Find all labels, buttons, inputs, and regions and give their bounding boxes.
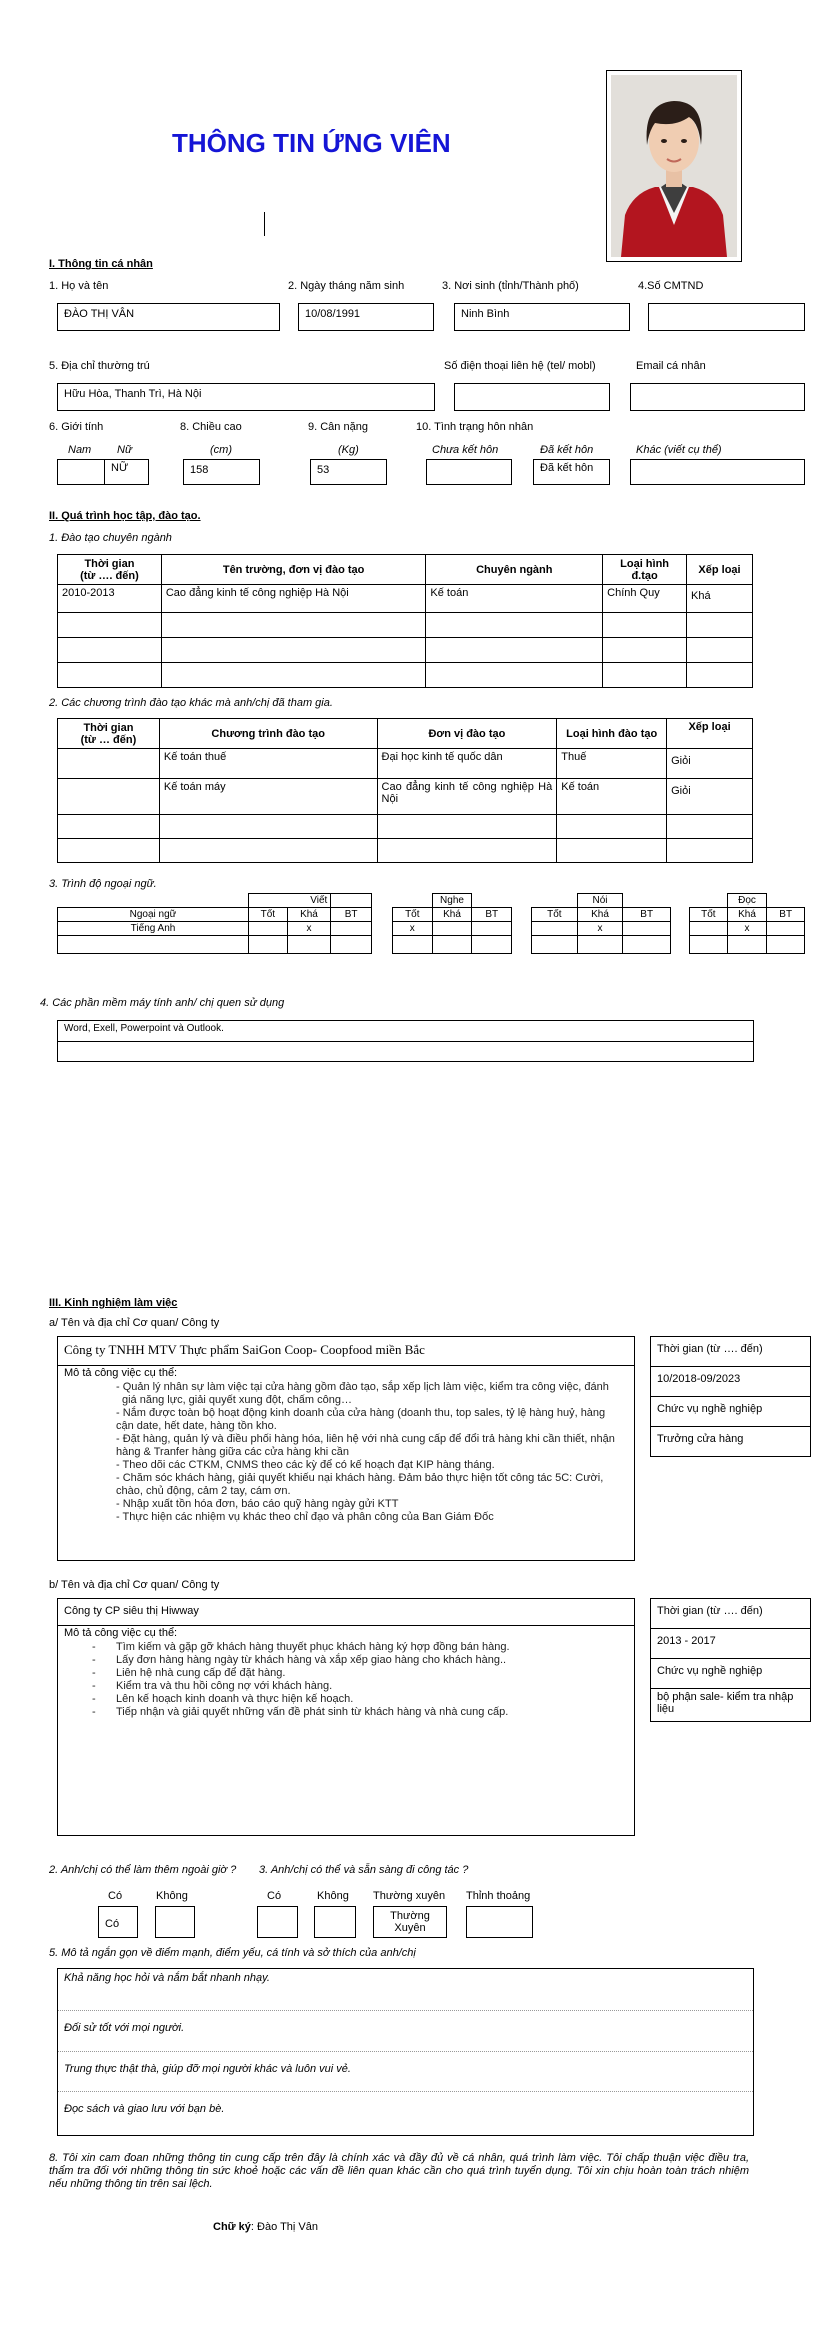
company-b-time: 2013 - 2017 [651,1629,810,1659]
text-cursor [264,212,265,236]
height-unit: (cm) [210,444,232,456]
table-cell [426,613,603,638]
level-cell [623,936,671,954]
address-field[interactable]: Hữu Hòa, Thanh Trì, Hà Nội [57,383,435,411]
company-b-name: Công ty CP siêu thị Hiwway [64,1605,199,1617]
travel-question: 3. Anh/chị có thể và sẵn sàng đi công tác ? [259,1864,469,1876]
table-cell: Thuế [557,749,667,779]
height-field[interactable]: 158 [183,459,260,485]
table-row [58,749,753,779]
level-header: Khá [432,908,472,922]
level-header: Tốt [532,908,578,922]
travel-yes-label: Có [267,1890,282,1902]
duty-item: - Nắm được toàn bộ hoạt động kinh doanh của cửa hàng (doanh thu, top sales, tỷ lệ hàng huỷ, hàng cận date, hết date, hàng tồn kho. [116,1407,606,1432]
single-label: Chưa kết hôn [432,444,499,456]
level-header: Khá [577,908,623,922]
level-cell [58,936,249,954]
company-a-duties [116,1381,616,1524]
table-cell [58,663,162,688]
skill-header: Nói [577,894,623,908]
duty-item: - Tìm kiếm và gặp gỡ khách hàng thuyết phục khách hàng ký hợp đồng bán hàng. [92,1641,510,1653]
language-reading-table [689,893,805,954]
column-header: Chuyên ngành [426,555,603,585]
skill-header: Đọc [727,894,767,908]
company-a-box [57,1336,635,1561]
level-header: Khá [287,908,331,922]
level-cell [472,922,512,936]
level-cell [727,936,767,954]
table-cell [58,839,160,863]
table-cell [377,839,557,863]
level-cell [393,936,433,954]
column-header: Loại hình đ.tạo [603,555,687,585]
company-b-position: bộ phận sale- kiểm tra nhập liệu [657,1691,794,1715]
id-label: 4.Số CMTND [638,280,704,292]
duty-text: Lấy đơn hàng hàng ngày từ khách hàng và xắp xếp giao hàng cho khách hàng.. [116,1654,507,1666]
name-label: 1. Họ và tên [49,280,109,292]
level-cell [767,922,805,936]
table-cell: Khá [687,585,753,613]
trait-line: Đối sử tốt với mọi người. [64,2022,185,2034]
travel-no-box[interactable] [314,1906,356,1938]
table-cell [161,613,426,638]
level-mark: x [287,922,331,936]
table-cell [58,815,160,839]
level-cell [690,922,728,936]
table-cell [603,613,687,638]
trait-line: Trung thực thật thà, giúp đỡ mọi người khác và luôn vui vẻ. [64,2063,351,2075]
column-header: Thời gian (từ … đến) [58,719,160,749]
level-cell [331,936,372,954]
time-label: Thời gian (từ …. đến) [651,1599,810,1629]
table-cell: Kế toán [426,585,603,613]
table-cell: Kế toán máy [159,779,377,815]
table-cell [161,638,426,663]
column-header: Loại hình đào tạo [557,719,667,749]
table-cell [603,638,687,663]
position-label: Chức vụ nghề nghiệp [651,1397,810,1427]
other-label: Khác (viết cụ thể) [636,444,722,456]
table-row [58,613,753,638]
level-header: BT [472,908,512,922]
table-header-row [58,555,753,585]
training-table [57,554,753,688]
skill-header: Viết [249,894,331,908]
duty-item: - Theo dõi các CTKM, CNMS theo các kỳ để có kế hoạch đạt KIP hàng tháng. [116,1459,495,1471]
time-label: Thời gian (từ …. đến) [651,1337,810,1367]
position-label: Chức vụ nghề nghiệp [651,1659,810,1689]
duty-item: - Kiểm tra và thu hồi công nợ với khách hàng. [92,1680,333,1692]
duty-item: - Đặt hàng, quản lý và điều phối hàng hóa, liên hệ với nhà cung cấp để đổi trả hàng khi cần thiết, nhận hàng & Tranfer hàng giữa các cửa hàng khi cần [116,1433,615,1458]
company-a-desc-label: Mô tả công việc cụ thể: [64,1367,178,1379]
signature-label: Chữ ký [213,2221,251,2233]
name-field[interactable]: ĐÀO THỊ VÂN [57,303,280,331]
height-label: 8. Chiều cao [180,421,242,433]
language-name: Tiếng Anh [58,922,249,936]
travel-no-label: Không [317,1890,349,1902]
level-cell [472,936,512,954]
table-row [58,585,753,613]
other-training-subheading: 2. Các chương trình đào tạo khác mà anh/chị đã tham gia. [49,697,333,709]
level-cell [432,922,472,936]
table-cell [687,663,753,688]
trait-line: Đọc sách và giao lưu với bạn bè. [64,2103,225,2115]
phone-field[interactable] [454,383,610,411]
table-cell: Kế toán thuế [159,749,377,779]
duty-item: - Tiếp nhận và giải quyết những vấn đề phát sinh từ khách hàng và nhà cung cấp. [92,1706,509,1718]
language-column-header: Ngoại ngữ [58,908,249,922]
travel-yes-box[interactable] [257,1906,298,1938]
address-label: 5. Địa chỉ thường trú [49,360,150,372]
level-header: Tốt [393,908,433,922]
duty-text: Kiểm tra và thu hồi công nợ với khách hàng. [116,1680,333,1692]
level-cell [249,922,288,936]
duty-item: - Chăm sóc khách hàng, giải quyết khiếu nại khách hàng. Đảm bảo thực hiện tốt công tác 5C: Cười, chào, chủ động, cảm 2 tay, cám ơn. [116,1472,604,1497]
column-header: Xếp loại [667,719,753,749]
level-header: BT [623,908,671,922]
table-row [58,839,753,863]
declaration-text: 8. Tôi xin cam đoan những thông tin cung cấp trên đây là chính xác và đầy đủ về cá nhân, quá trình làm việc. Tôi chấp thuận việc điều tra, thẩm tra đối với những thông tin sức khoẻ hoặc các vấn đề liên quan khác cần cho quá trình tuyển dụng. Tôi xin chịu hoàn toàn trách nhiệm nếu những thông tin trên sai lệch. [49,2152,749,2190]
level-header: BT [767,908,805,922]
id-field[interactable] [648,303,805,331]
software-subheading: 4. Các phần mềm máy tính anh/ chị quen sử dụng [40,997,285,1009]
training-subheading: 1. Đào tạo chuyên ngành [49,532,172,544]
level-mark: x [393,922,433,936]
section-education-heading: II. Quá trình học tập, đào tạo. [49,510,201,522]
travel-regular-box[interactable]: Thường Xuyên [373,1906,447,1938]
software-box [57,1020,754,1062]
married-field[interactable]: Đã kết hôn [533,459,610,485]
travel-regular-label: Thường xuyên [373,1890,446,1902]
duty-item: - Thực hiện các nhiệm vụ khác theo chỉ đạo và phân công của Ban Giám Đốc [116,1511,494,1523]
duty-text: Tiếp nhận và giải quyết những vấn đề phát sinh từ khách hàng và nhà cung cấp. [116,1706,509,1718]
company-a-label: a/ Tên và địa chỉ Cơ quan/ Công ty [49,1317,220,1329]
level-cell [532,922,578,936]
table-cell [667,839,753,863]
level-cell [432,936,472,954]
email-field[interactable] [630,383,805,411]
duty-item: - Quản lý nhân sự làm việc tại cửa hàng gồm đào tạo, sắp xếp lịch làm việc, kiểm tra công việc, đánh giá năng lực, giải quyết xung đột, chấm công… [116,1381,609,1406]
level-header: Tốt [249,908,288,922]
single-field[interactable] [426,459,512,485]
female-field[interactable]: NỮ [104,459,149,485]
duty-item: - Lấy đơn hàng hàng ngày từ khách hàng và xắp xếp giao hàng cho khách hàng.. [92,1654,507,1666]
other-field[interactable] [630,459,805,485]
table-cell [687,613,753,638]
table-cell: Chính Quy [603,585,687,613]
page-title: THÔNG TIN ỨNG VIÊN [172,128,451,158]
table-cell [426,663,603,688]
level-cell [767,936,805,954]
software-value: Word, Exell, Powerpoint và Outlook. [64,1023,224,1034]
level-mark: x [727,922,767,936]
duty-text: Tìm kiếm và gặp gỡ khách hàng thuyết phục khách hàng ký hợp đồng bán hàng. [116,1641,510,1653]
table-cell [58,749,160,779]
table-cell: Cao đẳng kinh tế công nghiệp Hà Nội [161,585,426,613]
female-label: Nữ [117,444,132,456]
company-a-name: Công ty TNHH MTV Thực phẩm SaiGon Coop- Coopfood miền Bắc [64,1342,425,1357]
travel-occasional-box[interactable] [466,1906,533,1938]
dob-label: 2. Ngày tháng năm sinh [288,280,405,292]
column-header: Thời gian (từ …. đến) [58,555,162,585]
level-cell [623,922,671,936]
table-cell [58,613,162,638]
table-row [58,779,753,815]
table-row [58,638,753,663]
table-cell [159,839,377,863]
language-subheading: 3. Trình độ ngoại ngữ. [49,878,157,890]
language-speaking-table [531,893,671,954]
overtime-no-box[interactable] [155,1906,195,1938]
duty-text: Liên hệ nhà cung cấp để đặt hàng. [116,1667,286,1679]
weight-field[interactable]: 53 [310,459,387,485]
male-field[interactable] [57,459,105,485]
column-header: Tên trường, đơn vị đào tạo [161,555,426,585]
overtime-yes-label: Có [108,1890,123,1902]
overtime-question: 2. Anh/chị có thể làm thêm ngoài giờ ? [49,1864,237,1876]
weight-unit: (Kg) [338,444,359,456]
table-cell: Giỏi [667,779,753,815]
section-personal-heading: I. Thông tin cá nhân [49,258,153,270]
column-header: Chương trình đào tạo [159,719,377,749]
company-b-desc-label: Mô tả công việc cụ thể: [64,1627,178,1639]
table-header-row [58,719,753,749]
other-training-table [57,718,753,863]
overtime-no-label: Không [156,1890,188,1902]
table-cell [557,815,667,839]
birthplace-label: 3. Nơi sinh (tỉnh/Thành phố) [442,280,579,292]
table-cell [58,779,160,815]
table-cell: Giỏi [667,749,753,779]
duty-item: - Nhập xuất tồn hóa đơn, báo cáo quỹ hàng ngày gửi KTT [116,1498,399,1510]
weight-label: 9. Cân nặng [308,421,368,433]
duty-item: - Liên hệ nhà cung cấp để đặt hàng. [92,1667,286,1679]
table-cell [687,638,753,663]
level-mark: x [577,922,623,936]
marital-label: 10. Tình trạng hôn nhân [416,421,534,433]
skill-header: Nghe [432,894,472,908]
table-cell: Đại học kinh tế quốc dân [377,749,557,779]
company-a-time: 10/2018-09/2023 [651,1367,810,1397]
table-cell [377,815,557,839]
table-cell [58,638,162,663]
married-label: Đã kết hôn [540,444,594,456]
table-row [58,663,753,688]
duty-item: - Lên kế hoạch kinh doanh và thực hiện kế hoạch. [92,1693,354,1705]
company-b-box [57,1598,635,1836]
trait-line: Khả năng học hỏi và nắm bắt nhanh nhạy. [64,1972,270,1984]
duty-text: Lên kế hoạch kinh doanh và thực hiện kế hoạch. [116,1693,354,1705]
language-listening-table [392,893,512,954]
gender-label: 6. Giới tính [49,421,104,433]
column-header: Đơn vị đào tạo [377,719,557,749]
table-cell [161,663,426,688]
signature-value: : Đào Thị Vân [250,2221,318,2233]
level-cell [249,936,288,954]
table-cell [603,663,687,688]
birthplace-field[interactable]: Ninh Bình [454,303,630,331]
section-experience-heading: III. Kinh nghiệm làm việc [49,1297,178,1309]
level-cell [287,936,331,954]
table-cell: Kế toán [557,779,667,815]
language-writing-table [57,893,372,954]
table-cell [667,815,753,839]
level-header: Tốt [690,908,728,922]
level-cell [577,936,623,954]
level-header: Khá [727,908,767,922]
company-b-meta [650,1598,811,1722]
phone-label: Số điện thoại liên hệ (tel/ mobl) [444,360,596,372]
table-cell: 2010-2013 [58,585,162,613]
signature [213,2221,318,2233]
level-header: BT [331,908,372,922]
travel-occasional-label: Thỉnh thoảng [466,1890,531,1902]
overtime-yes-box[interactable]: Có [98,1906,138,1938]
photo-frame [606,70,742,262]
company-a-meta [650,1336,811,1457]
table-row [58,815,753,839]
company-b-duties [92,1641,622,1719]
email-label: Email cá nhân [636,360,706,372]
traits-box [57,1968,754,2136]
level-cell [331,922,372,936]
level-cell [532,936,578,954]
table-cell [426,638,603,663]
table-cell [159,815,377,839]
male-label: Nam [68,444,92,456]
portrait-photo-icon [611,75,737,257]
company-a-position: Trưởng cửa hàng [657,1433,744,1445]
table-cell: Cao đẳng kinh tế công nghiệp Hà Nội [377,779,557,815]
dob-field[interactable]: 10/08/1991 [298,303,434,331]
table-cell [557,839,667,863]
level-cell [690,936,728,954]
traits-question: 5. Mô tả ngắn gọn về điểm mạnh, điểm yếu, cá tính và sở thích của anh/chị [49,1947,416,1959]
company-b-label: b/ Tên và địa chỉ Cơ quan/ Công ty [49,1579,220,1591]
column-header: Xếp loại [687,555,753,585]
